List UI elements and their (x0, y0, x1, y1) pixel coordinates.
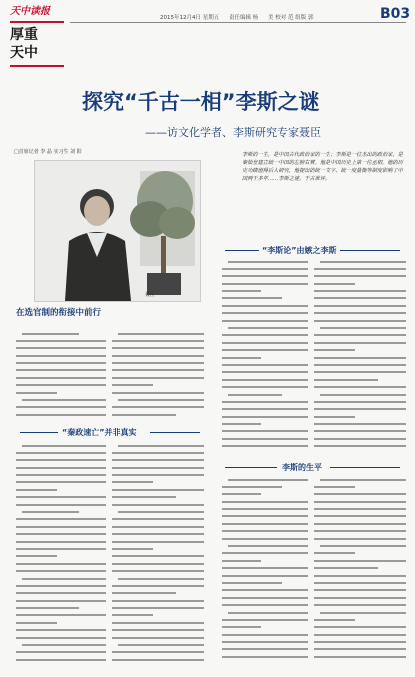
text-line (16, 531, 106, 538)
text-line (314, 317, 406, 324)
body-text-col-1a (16, 330, 106, 420)
text-line (314, 406, 406, 413)
text-line (222, 528, 308, 535)
text-line (314, 609, 406, 616)
text-line (222, 339, 308, 346)
text-line (16, 509, 106, 516)
text-line (112, 457, 204, 464)
text-line (314, 565, 406, 572)
text-line (314, 258, 406, 265)
text-line (314, 646, 406, 653)
text-line (112, 649, 204, 656)
page-number: B03 (380, 6, 411, 22)
text-line (222, 624, 308, 631)
text-line (222, 325, 308, 332)
section-heading-3: 李斯的生平 (282, 463, 322, 472)
text-line (16, 404, 106, 411)
text-line (112, 619, 204, 626)
text-line (222, 258, 308, 265)
text-line (16, 523, 106, 530)
text-line (112, 442, 204, 449)
text-line (314, 332, 406, 339)
body-text-col-4a (222, 476, 308, 667)
text-line (314, 443, 406, 450)
text-line (314, 624, 406, 631)
body-text-col-3a (222, 258, 308, 456)
text-line (16, 352, 106, 359)
text-line (112, 411, 204, 418)
text-line (112, 627, 204, 634)
byline: □首席记者 李 晶 实习生 刘 阳 (14, 149, 82, 155)
text-line (222, 550, 308, 557)
text-line (112, 560, 204, 567)
text-line (16, 538, 106, 545)
text-line (314, 602, 406, 609)
text-line (314, 483, 406, 490)
text-line (16, 605, 106, 612)
text-line (222, 265, 308, 272)
text-line (222, 428, 308, 435)
text-line (16, 442, 106, 449)
text-line (314, 506, 406, 513)
text-line (314, 347, 406, 354)
masthead-word-1: 厚重 (10, 27, 38, 43)
text-line (314, 391, 406, 398)
photo-credit: 聂臣 (145, 292, 156, 298)
text-line (16, 619, 106, 626)
issue-editor: 责任编辑 杨 (229, 15, 259, 21)
text-line (314, 653, 406, 660)
text-line (222, 646, 308, 653)
text-line (222, 347, 308, 354)
text-line (314, 384, 406, 391)
text-line (16, 494, 106, 501)
text-line (16, 501, 106, 508)
text-line (16, 612, 106, 619)
text-line (222, 594, 308, 601)
text-line (314, 361, 406, 368)
text-line (16, 560, 106, 567)
text-line (112, 642, 204, 649)
text-line (222, 295, 308, 302)
text-line (112, 374, 204, 381)
section-3-rule-left (225, 467, 277, 468)
text-line (314, 295, 406, 302)
text-line (112, 545, 204, 552)
text-line (222, 609, 308, 616)
text-line (112, 582, 204, 589)
text-line (222, 565, 308, 572)
text-line (222, 639, 308, 646)
text-line (112, 449, 204, 456)
text-line (222, 572, 308, 579)
section-2-rule-left (225, 250, 259, 251)
text-line (314, 594, 406, 601)
text-line (16, 575, 106, 582)
body-text-col-2b (112, 442, 204, 667)
text-line (112, 382, 204, 389)
masthead-word-2: 天中 (10, 45, 38, 61)
text-line (222, 361, 308, 368)
text-line (222, 421, 308, 428)
section-heading-2: “李斯论”由嫉之李斯 (262, 246, 337, 255)
text-line (314, 339, 406, 346)
text-line (16, 656, 106, 663)
text-line (112, 553, 204, 560)
text-line (222, 391, 308, 398)
text-line (314, 616, 406, 623)
text-line (314, 302, 406, 309)
text-line (222, 498, 308, 505)
text-line (16, 642, 106, 649)
text-line (222, 332, 308, 339)
text-line (112, 523, 204, 530)
text-line (16, 597, 106, 604)
section-1-rule-right (150, 432, 200, 433)
text-line (16, 479, 106, 486)
body-text-col-1b (112, 330, 204, 420)
top-rule (70, 22, 406, 23)
text-line (314, 520, 406, 527)
text-line (314, 428, 406, 435)
text-line (314, 557, 406, 564)
text-line (222, 384, 308, 391)
text-line (16, 472, 106, 479)
text-line (222, 483, 308, 490)
text-line (112, 634, 204, 641)
text-line (222, 506, 308, 513)
text-line (222, 587, 308, 594)
text-line (314, 273, 406, 280)
text-line (222, 273, 308, 280)
text-line (16, 516, 106, 523)
text-line (112, 494, 204, 501)
text-line (222, 376, 308, 383)
text-line (16, 464, 106, 471)
headline: 探究“千古一相”李斯之谜 (82, 90, 320, 114)
text-line (16, 649, 106, 656)
text-line (222, 369, 308, 376)
text-line (222, 543, 308, 550)
text-line (222, 435, 308, 442)
text-line (314, 376, 406, 383)
text-line (112, 516, 204, 523)
text-line (222, 616, 308, 623)
text-line (314, 398, 406, 405)
text-line (314, 528, 406, 535)
text-line (222, 520, 308, 527)
text-line (16, 457, 106, 464)
text-line (16, 411, 106, 418)
text-line (112, 575, 204, 582)
text-line (16, 634, 106, 641)
text-line (222, 413, 308, 420)
text-line (222, 398, 308, 405)
text-line (314, 413, 406, 420)
text-line (314, 543, 406, 550)
text-line (222, 406, 308, 413)
text-line (314, 265, 406, 272)
text-line (16, 582, 106, 589)
text-line (112, 612, 204, 619)
text-line (112, 330, 204, 337)
text-line (112, 472, 204, 479)
photo-illustration (35, 161, 200, 301)
text-line (16, 486, 106, 493)
text-line (222, 317, 308, 324)
text-line (314, 535, 406, 542)
text-line (314, 587, 406, 594)
text-line (314, 310, 406, 317)
text-line (16, 397, 106, 404)
text-line (222, 631, 308, 638)
text-line (222, 557, 308, 564)
text-line (16, 345, 106, 352)
text-line (314, 288, 406, 295)
text-line (314, 513, 406, 520)
subheadline: ——访文化学者、李斯研究专家聂臣 (145, 126, 321, 139)
text-line (112, 509, 204, 516)
text-line (112, 389, 204, 396)
text-line (112, 590, 204, 597)
text-line (222, 288, 308, 295)
text-line (16, 360, 106, 367)
text-line (222, 476, 308, 483)
text-line (112, 479, 204, 486)
text-line (112, 568, 204, 575)
text-line (222, 535, 308, 542)
text-line (16, 568, 106, 575)
text-line (314, 631, 406, 638)
text-line (16, 627, 106, 634)
text-line (112, 367, 204, 374)
issue-info (160, 13, 322, 21)
pull-quote: 李斯的一生，是中国古代政治家的一生；李斯是一位杰出的政治家，是秦始皇建立统一中国的左膀右臂。他是中国历史上第一位丞相，他的历史功绩值得后人研究，他提出的统一文字、统一度量衡等制度影响了中国两千多年……李斯之谜，千古谁评。 (242, 152, 403, 182)
text-line (314, 491, 406, 498)
text-line (16, 545, 106, 552)
text-line (112, 656, 204, 663)
text-line (112, 337, 204, 344)
text-line (314, 435, 406, 442)
portrait-photo (34, 160, 201, 302)
body-text-col-4b (314, 476, 406, 667)
text-line (112, 538, 204, 545)
text-line (112, 531, 204, 538)
body-text-col-2a (16, 442, 106, 667)
text-line (314, 498, 406, 505)
text-line (222, 443, 308, 450)
text-line (222, 310, 308, 317)
text-line (222, 280, 308, 287)
text-line (112, 345, 204, 352)
text-line (16, 449, 106, 456)
text-line (222, 602, 308, 609)
section-3-rule-right (330, 467, 400, 468)
text-line (314, 579, 406, 586)
masthead-brand: 天中读报 (10, 6, 50, 17)
text-line (112, 352, 204, 359)
issue-date: 2015年12月4日 星期五 (160, 15, 220, 21)
text-line (16, 330, 106, 337)
text-line (16, 367, 106, 374)
text-line (314, 639, 406, 646)
text-line (16, 590, 106, 597)
text-line (112, 605, 204, 612)
text-line (16, 337, 106, 344)
text-line (222, 354, 308, 361)
text-line (314, 476, 406, 483)
text-line (16, 553, 106, 560)
text-line (222, 579, 308, 586)
text-line (222, 302, 308, 309)
section-2-rule-right (340, 250, 400, 251)
text-line (314, 550, 406, 557)
text-line (222, 513, 308, 520)
text-line (16, 374, 106, 381)
text-line (112, 597, 204, 604)
issue-section: 美 校对 范 组版 郭 (268, 15, 314, 21)
section-1-rule-left (20, 432, 58, 433)
text-line (112, 360, 204, 367)
text-line (112, 486, 204, 493)
masthead-words (10, 21, 64, 67)
text-line (314, 369, 406, 376)
photo-caption: 在选官制的衔接中前行 (16, 308, 102, 318)
text-line (16, 382, 106, 389)
text-line (112, 404, 204, 411)
text-line (314, 572, 406, 579)
text-line (112, 464, 204, 471)
text-line (314, 421, 406, 428)
section-heading-1: “秦政速亡”并非真实 (62, 428, 137, 437)
text-line (16, 389, 106, 396)
body-text-col-3b (314, 258, 406, 456)
masthead (10, 6, 64, 67)
text-line (112, 501, 204, 508)
text-line (314, 325, 406, 332)
text-line (222, 653, 308, 660)
text-line (112, 397, 204, 404)
text-line (314, 354, 406, 361)
text-line (222, 491, 308, 498)
text-line (314, 280, 406, 287)
